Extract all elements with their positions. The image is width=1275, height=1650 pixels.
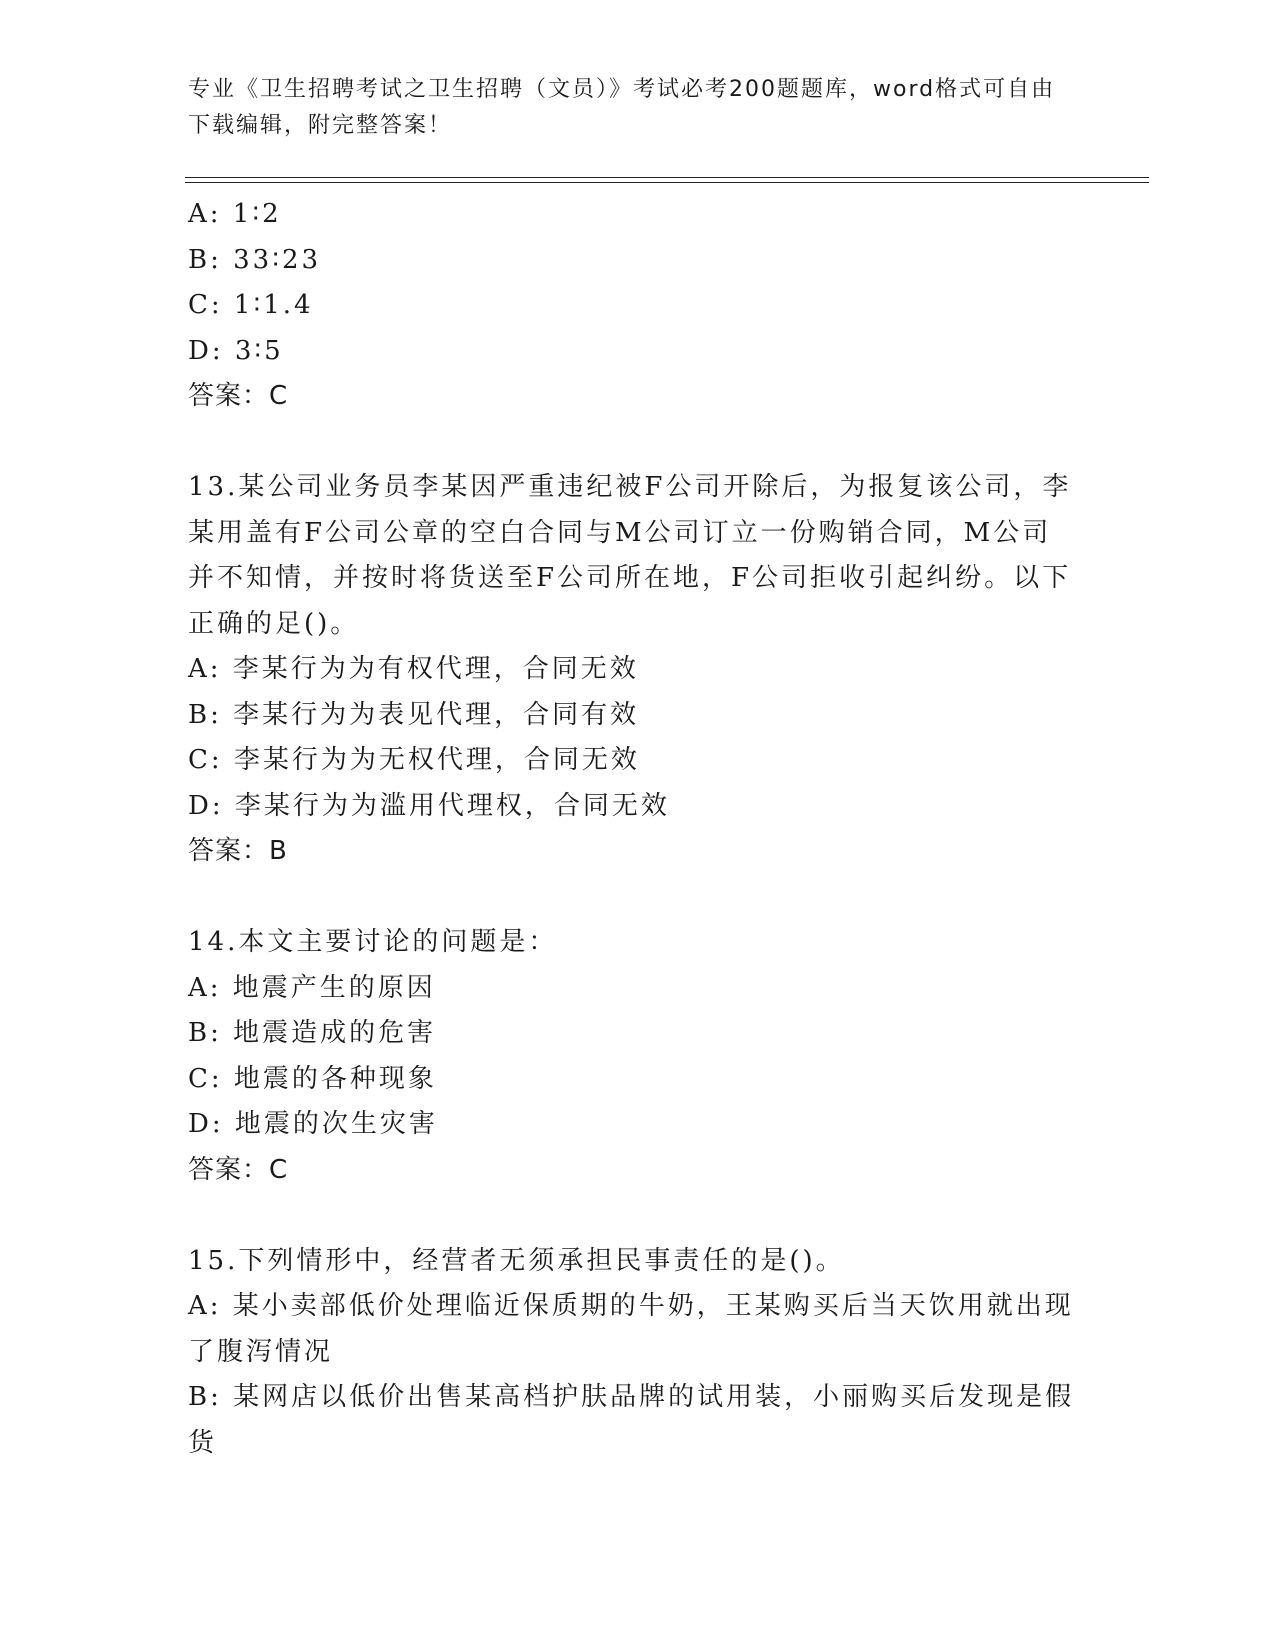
option-a: A: 某小卖部低价处理临近保质期的牛奶，王某购买后当天饮用就出现了腹泻情况: [188, 1291, 1074, 1367]
document-header: [188, 72, 1068, 144]
question-text: 15.下列情形中，经营者无须承担民事责任的是()。: [188, 1245, 845, 1276]
question-13-block: [188, 465, 1078, 875]
answer: 答案：B: [188, 836, 288, 866]
header-text: 专业《卫生招聘考试之卫生招聘（文员）》考试必考200题题库，word格式可自由下载编辑，附完整答案！: [188, 77, 1056, 138]
option-b: B: 33∶23: [188, 244, 322, 275]
option-d: D: 李某行为为滥用代理权，合同无效: [188, 790, 670, 821]
document-body: [188, 192, 1078, 1466]
question-15-block: [188, 1239, 1078, 1467]
option-b: B: 某网店以低价出售某高档护肤品牌的试用装，小丽购买后发现是假货: [188, 1382, 1075, 1458]
spacer: [188, 875, 1078, 921]
question-14-block: [188, 920, 1078, 1193]
question-12-block: [188, 192, 1078, 420]
answer: 答案：C: [188, 381, 289, 411]
option-c: C: 李某行为为无权代理，合同无效: [188, 745, 640, 775]
spacer: [188, 420, 1078, 466]
option-b: B: 李某行为为表见代理，合同有效: [188, 699, 640, 730]
option-c: C: 1∶1.4: [188, 290, 314, 320]
answer: 答案：C: [188, 1154, 289, 1185]
option-d: D: 地震的次生灾害: [188, 1109, 438, 1139]
question-text: 14.本文主要讨论的问题是：: [188, 927, 558, 957]
header-divider-top: [185, 177, 1149, 178]
question-text: 13.某公司业务员李某因严重违纪被F公司开除后，为报复该公司，李某用盖有F公司公章的空白合同与M公司订立一份购销合同，M公司并不知情，并按时将货送至F公司所在地，F公司拒收引起纠纷。以下正确的足()。: [188, 472, 1072, 639]
option-d: D: 3∶5: [188, 335, 284, 366]
option-b: B: 地震造成的危害: [188, 1018, 437, 1048]
option-a: A: 李某行为为有权代理，合同无效: [188, 654, 639, 684]
header-divider-bottom: [185, 182, 1149, 183]
option-c: C: 地震的各种现象: [188, 1063, 437, 1094]
spacer: [188, 1193, 1078, 1239]
option-a: A: 地震产生的原因: [188, 972, 436, 1003]
option-a: A: 1∶2: [188, 199, 282, 229]
